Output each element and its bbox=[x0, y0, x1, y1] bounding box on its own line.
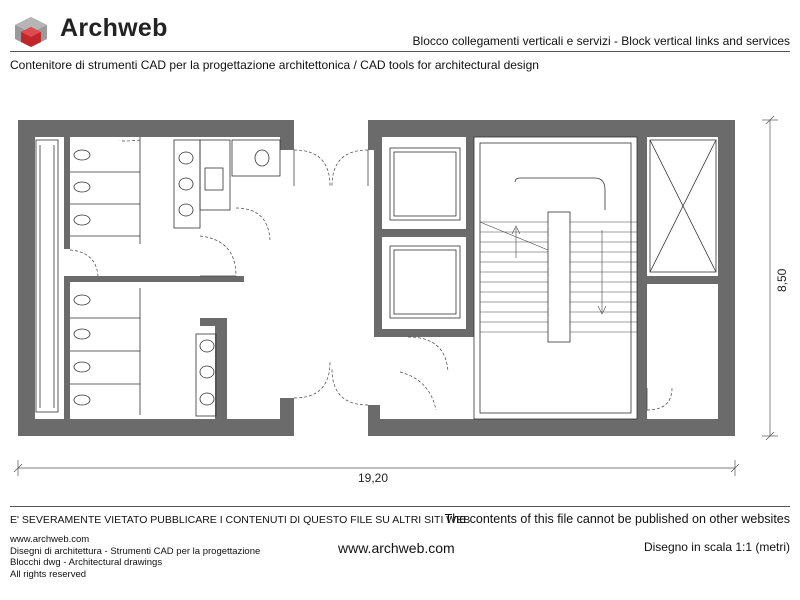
footer-info-line: Blocchi dwg - Architectural drawings bbox=[10, 557, 163, 568]
scale-note: Disegno in scala 1:1 (metri) bbox=[643, 540, 790, 554]
footer-divider bbox=[10, 506, 790, 507]
walls bbox=[18, 120, 735, 436]
footer-info-line: Disegni di architettura - Strumenti CAD per la progettazione bbox=[10, 545, 261, 557]
page-title: Blocco collegamenti verticali e servizi - Block vertical links and services bbox=[412, 34, 790, 48]
copyright-warning-english: The contents of this file cannot be published on other websites bbox=[444, 512, 790, 526]
footer-info-line: All rights reserved bbox=[10, 568, 87, 580]
door-leaves bbox=[200, 150, 647, 410]
width-dimension-label: 19,20 bbox=[358, 471, 389, 485]
logo-text[interactable]: Archweb bbox=[60, 14, 168, 42]
website-link[interactable]: www.archweb.com bbox=[338, 540, 455, 556]
footer-info bbox=[10, 534, 260, 580]
footer-info-line[interactable]: www.archweb.com bbox=[10, 534, 90, 545]
stair-treads bbox=[480, 222, 637, 332]
height-dimension-label: 8,50 bbox=[775, 268, 789, 292]
copyright-warning-italian: E' SEVERAMENTE VIETATO PUBBLICARE I CONTENUTI DI QUESTO FILE SU ALTRI SITI WEB bbox=[10, 514, 471, 526]
door-swings bbox=[70, 140, 672, 410]
page-subtitle: Contenitore di strumenti CAD per la progettazione architettonica / CAD tools for architectural design bbox=[10, 58, 539, 72]
